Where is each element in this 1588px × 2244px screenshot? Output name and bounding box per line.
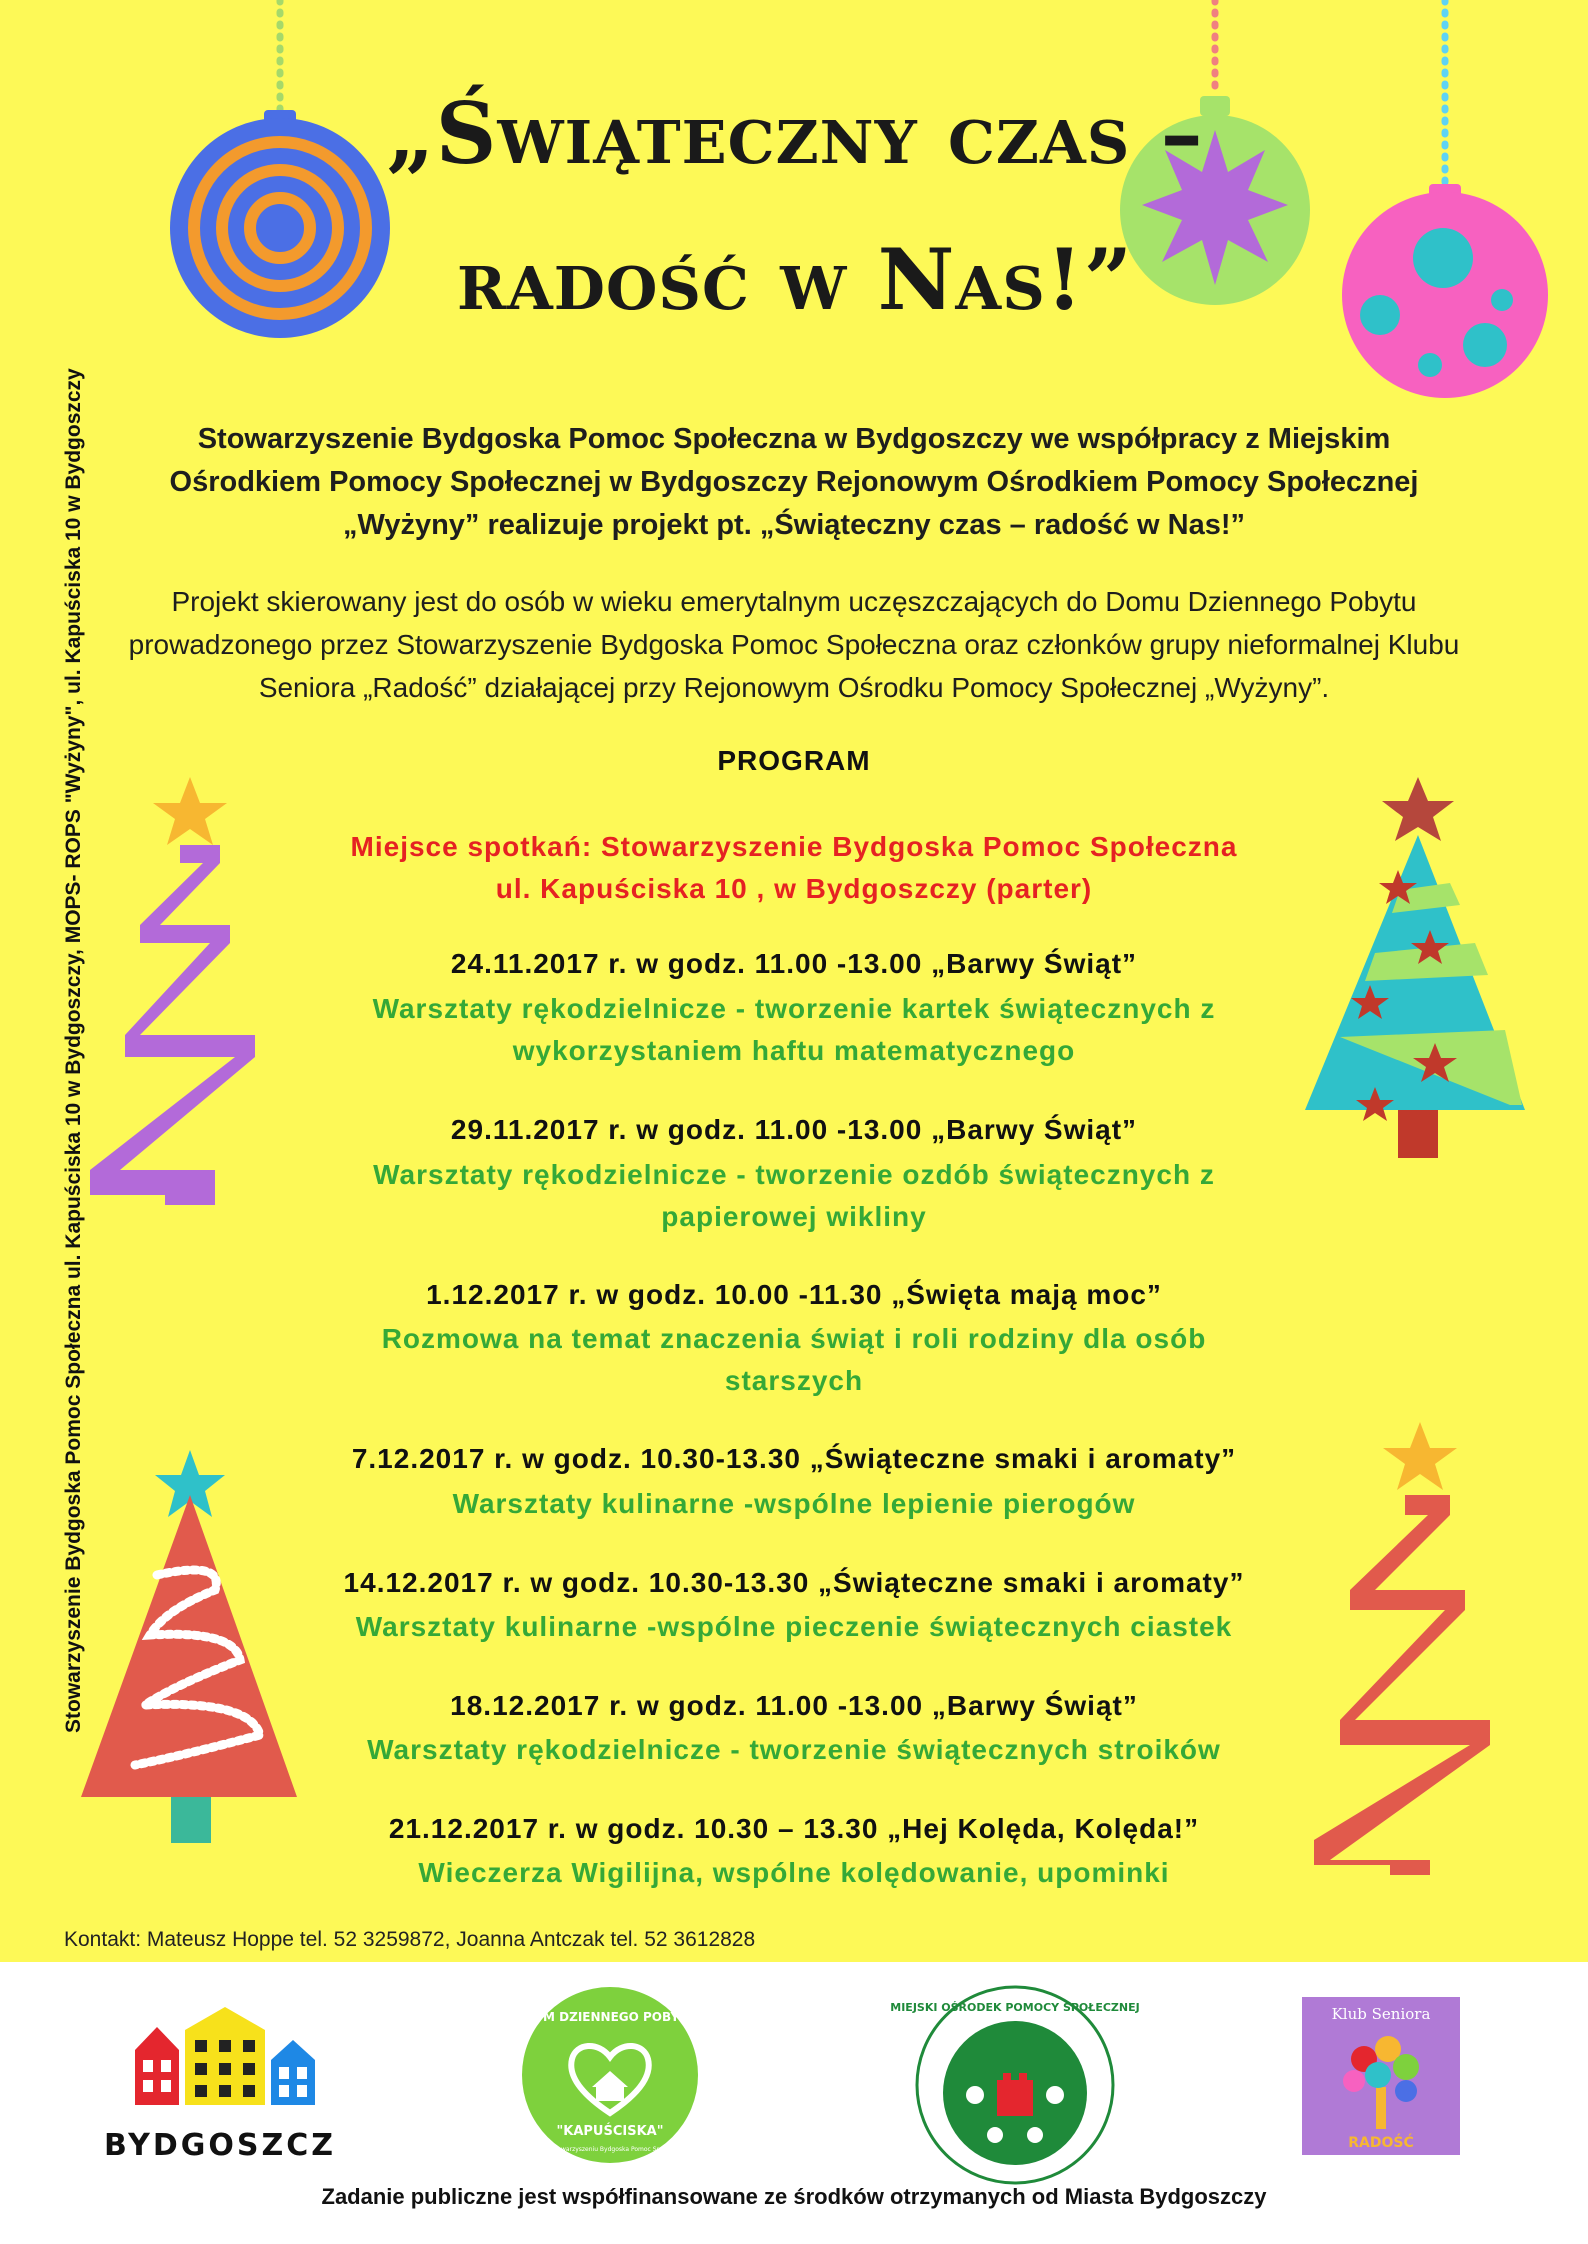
- poster-title-line2: radość w Nas!”: [456, 230, 1134, 329]
- meeting-place-line: ul. Kapuściska 10 , w Bydgoszczy (parter): [495, 873, 1093, 904]
- description-line: Projekt skierowany jest do osób w wieku emerytalnym uczęszczających do Domu Dziennego Pobytu: [171, 586, 1417, 617]
- intro-line: Stowarzyszenie Bydgoska Pomoc Społeczna w Bydgoszczy we współpracy z Miejskim: [197, 423, 1391, 455]
- event-description-line: starszych: [724, 1365, 864, 1396]
- bydgoszcz-logo: [95, 2005, 345, 2170]
- event-description-line: papierowej wikliny: [661, 1201, 927, 1232]
- side-vertical-text: Stowarzyszenie Bydgoska Pomoc Społeczna ul. Kapuściska 10 w Bydgoszczy, MOPS- ROPS "Wyżyny", ul. Kapuściska 10 w Bydgoszczy: [62, 368, 85, 1733]
- intro-line: „Wyżyny” realizuje projekt pt. „Świąteczny czas – radość w Nas!”: [342, 509, 1245, 541]
- event-description-line: Wieczerza Wigilijna, wspólne kolędowanie, upominki: [418, 1857, 1170, 1888]
- event-description: [100, 1852, 1488, 1894]
- description-paragraph: [100, 580, 1488, 709]
- event-description: [100, 1318, 1488, 1402]
- event-heading: 18.12.2017 r. w godz. 11.00 -13.00 „Barwy Świąt”: [450, 1690, 1138, 1721]
- event-heading: 7.12.2017 r. w godz. 10.30-13.30 „Świąteczne smaki i aromaty”: [351, 1443, 1237, 1474]
- dom-logo-bottom-text: "KAPUŚCISKA": [556, 2124, 664, 2139]
- meeting-place: [100, 826, 1488, 910]
- event-heading: 1.12.2017 r. w godz. 10.00 -11.30 „Święta mają moc”: [426, 1279, 1162, 1310]
- description-line: Seniora „Radość” działającej przy Rejonowym Ośrodku Pomocy Społecznej „Wyżyny”.: [258, 672, 1330, 703]
- dom-logo-small-text: Przy Stowarzyszeniu Bydgoska Pomoc Społeczna: [536, 2146, 684, 2153]
- klub-logo-top-text: Klub Seniora: [1331, 2005, 1431, 2023]
- event-description-line: Warsztaty rękodzielnicze - tworzenie świątecznych stroików: [367, 1734, 1221, 1765]
- event-description: [100, 988, 1488, 1072]
- event-description: [100, 1154, 1488, 1238]
- pink-ornament-icon: [1335, 0, 1555, 400]
- klub-seniora-logo: [1302, 1997, 1460, 2155]
- dom-dziennego-pobytu-logo: [520, 1985, 700, 2165]
- event-description-line: Warsztaty rękodzielnicze - tworzenie ozdób świątecznych z: [373, 1159, 1215, 1190]
- klub-logo-bottom-text: RADOŚĆ: [1348, 2135, 1414, 2151]
- description-line: prowadzonego przez Stowarzyszenie Bydgoska Pomoc Społeczna oraz członków grupy nieformalnej Klubu: [128, 629, 1460, 660]
- dom-logo-top-text: DOM DZIENNEGO POBYTU: [522, 2010, 698, 2024]
- event-description-line: Warsztaty kulinarne -wspólne lepienie pierogów: [452, 1488, 1136, 1519]
- event-heading: 21.12.2017 r. w godz. 10.30 – 13.30 „Hej Kolęda, Kolęda!”: [388, 1813, 1200, 1844]
- event-description-line: Warsztaty kulinarne -wspólne pieczenie świątecznych ciastek: [355, 1611, 1233, 1642]
- poster-title-line1: „Świąteczny czas –: [386, 84, 1204, 183]
- mops-logo-text: MIEJSKI OŚRODEK POMOCY SPOŁECZNEJ: [890, 2001, 1140, 2014]
- event-heading: 24.11.2017 r. w godz. 11.00 -13.00 „Barwy Świąt”: [450, 948, 1138, 979]
- event-description-line: wykorzystaniem haftu matematycznego: [512, 1035, 1076, 1066]
- bydgoszcz-logo-text: BYDGOSZCZ: [103, 2128, 337, 2163]
- event-heading: 29.11.2017 r. w godz. 11.00 -13.00 „Barwy Świąt”: [450, 1114, 1138, 1145]
- contact-info: Kontakt: Mateusz Hoppe tel. 52 3259872, Joanna Antczak tel. 52 3612828: [64, 1928, 756, 1951]
- event-description: [100, 1729, 1488, 1771]
- funding-note: Zadanie publiczne jest współfinansowane ze środków otrzymanych od Miasta Bydgoszczy: [321, 2184, 1267, 2209]
- event-description-line: Rozmowa na temat znaczenia świąt i roli rodziny dla osób: [381, 1323, 1207, 1354]
- event-heading: 14.12.2017 r. w godz. 10.30-13.30 „Świąteczne smaki i aromaty”: [343, 1567, 1245, 1598]
- intro-paragraph: [100, 418, 1488, 547]
- event-description-line: Warsztaty rękodzielnicze - tworzenie kartek świątecznych z: [372, 993, 1216, 1024]
- event-description: [100, 1606, 1488, 1648]
- mops-logo: [890, 1985, 1140, 2185]
- event-description: [100, 1483, 1488, 1525]
- meeting-place-line: Miejsce spotkań: Stowarzyszenie Bydgoska Pomoc Społeczna: [350, 831, 1238, 862]
- intro-line: Ośrodkiem Pomocy Społecznej w Bydgoszczy Rejonowym Ośrodkiem Pomocy Społecznej: [169, 466, 1419, 498]
- program-heading: PROGRAM: [717, 745, 871, 776]
